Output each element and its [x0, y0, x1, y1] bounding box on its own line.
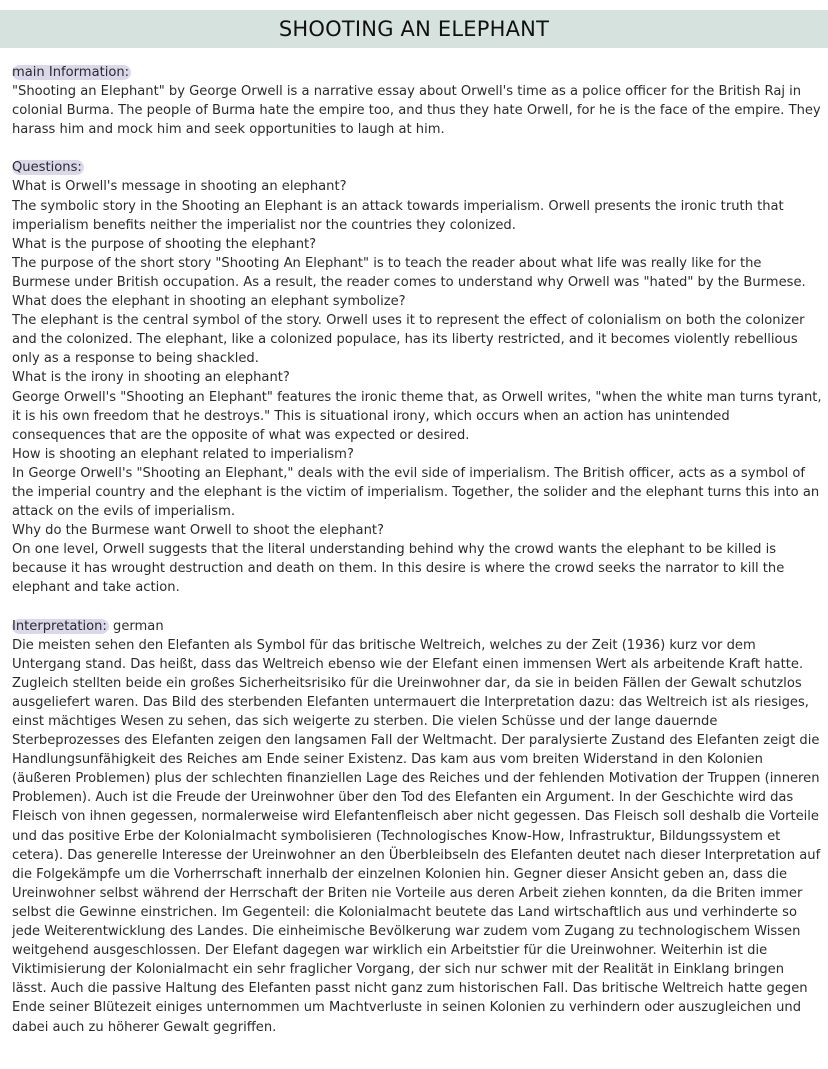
question-2: What is the purpose of shooting the elephant?: [12, 236, 317, 252]
interpretation-text: Die meisten sehen den Elefanten als Symbol für das britische Weltreich, welches zu der Zeit (1936) kurz vor dem Untergang stand. Das heißt, dass das Weltreich ebenso wie der Elefant einen immensen Wert als arbeitende Kraft hatte. Zugleich stellten beide ein großes Sicherheitsrisiko für die Ureinwohner dar, da sie in beiden Fällen der Gewalt schutzlos ausgeliefert waren. Das Bild des sterbenden Elefanten untermauert die Interpretation dazu: das Weltreich ist als riesiges, einst mächtiges Wesen zu sehen, das sich weigerte zu sterben. Die vielen Schüsse und der lange dauernde Sterbeprozesses des Elefanten zeigen den langsamen Fall der Weltmacht. Der paralysierte Zustand des Elefanten zeigt die Handlungsunfähigkeit des Reiches am Ende seiner Existenz. Das kam aus vom breiten Widerstand in den Kolonien (äußeren Problemen) plus der schlechten finanziellen Lage des Reiches und der fehlenden Motivation der Truppen (inneren Problemen). Auch ist die Freude der Ureinwohner über den Tod des Elefanten ein Argument. In der Geschichte wird das Fleisch von ihnen gegessen, normalerweise wird Elefantenfleisch aber nicht gegessen. Das Fleisch soll deshalb die Vorteile und das positive Erbe der Kolonialmacht symbolisieren (Technologisches Know-How, Infrastruktur, Bildungssystem et cetera). Das generelle Interesse der Ureinwohner an den Überbleibseln des Elefanten deutet nach dieser Interpretation auf die Folgekämpfe um die Vorherrschaft innerhalb der einzelnen Kolonien hin. Gegner dieser Ansicht geben an, dass die Ureinwohner selbst während der Herrschaft der Briten nie Vorteile aus deren Arbeit ziehen konnten, da die Briten immer selbst die Gewinne einstrichen. Im Gegenteil: die Kolonialmacht beutete das Land wirtschaftlich aus und verhinderte so jede Weiterentwicklung des Landes. Die einheimische Bevölkerung war zudem vom Zugang zu technologischem Wissen weitgehend ausgeschlossen. Der Elefant dagegen war wirklich ein Arbeitstier für die Ureinwohner. Weiterhin ist die Viktimisierung der Kolonialmacht ein sehr fraglicher Vorgang, der sich nur schwer mit der Realität in Einklang bringen lässt. Auch die passive Haltung des Elefanten passt nicht ganz zum historischen Fall. Das britische Weltreich hatte gegen Ende seiner Blütezeit einiges unternommen um Machtverluste in seinen Kolonien zu verhindern oder auszugleichen und dabei auch zu höherer Gewalt gegriffen.: [12, 637, 821, 1035]
question-6: Why do the Burmese want Orwell to shoot the elephant?: [12, 523, 384, 539]
question-5: How is shooting an elephant related to imperialism?: [12, 446, 354, 462]
question-3: What does the elephant in shooting an elephant symbolize?: [12, 294, 406, 310]
page-title: SHOOTING AN ELEPHANT: [278, 17, 550, 41]
answer-2: The purpose of the short story "Shooting An Elephant" is to teach the reader about what life was really like for the Burmese under British occupation. As a result, the reader comes to understand why Orwell was "hated" by the Burmese.: [12, 255, 806, 290]
answer-6: On one level, Orwell suggests that the literal understanding behind why the crowd wants the elephant to be killed is because it has wrought destruction and death on them. In this desire is where the crowd seeks the narrator to kill the elephant and take action.: [12, 542, 785, 596]
questions-label: Questions:: [12, 160, 82, 176]
questions-section: [12, 158, 822, 597]
question-1: What is Orwell's message in shooting an elephant?: [12, 179, 347, 195]
question-4: What is the irony in shooting an elephant?: [12, 370, 290, 386]
answer-1: The symbolic story in the Shooting an Elephant is an attack towards imperialism. Orwell presents the ironic truth that imperialism benefits neither the imperialist nor the countries they colonized.: [12, 198, 784, 233]
main-information-section: [12, 63, 822, 139]
answer-5: In George Orwell's "Shooting an Elephant," deals with the evil side of imperialism. The British officer, acts as a symbol of the imperial country and the elephant is the victim of imperialism. Together, the solider and the elephant turns this into an attack on the evils of imperialism.: [12, 465, 820, 520]
answer-3: The elephant is the central symbol of the story. Orwell uses it to represent the effect of colonialism on both the colonizer and the colonized. The elephant, like a colonized populace, has its liberty restricted, and it becomes violently rebellious only as a response to being shackled.: [12, 313, 805, 367]
document-body: [12, 63, 822, 1037]
answer-4: George Orwell's "Shooting an Elephant" features the ironic theme that, as Orwell writes, "when the white man turns tyrant, it is his own freedom that he destroys." This is situational irony, which occurs when an action has unintended consequences that are the opposite of what was expected or desired.: [12, 389, 822, 443]
interpretation-section: [12, 617, 822, 1037]
main-information-label: main Information:: [12, 65, 130, 80]
main-information-text: "Shooting an Elephant" by George Orwell is a narrative essay about Orwell's time as a police officer for the British Raj in colonial Burma. The people of Burma hate the empire too, and thus they hate Orwell, for he is the face of the empire. They harass him and mock him and seek opportunities to laugh at him.: [12, 84, 821, 138]
interpretation-language: german: [108, 618, 164, 634]
title-bar: [0, 10, 828, 48]
interpretation-label: Interpretation:: [12, 618, 107, 634]
